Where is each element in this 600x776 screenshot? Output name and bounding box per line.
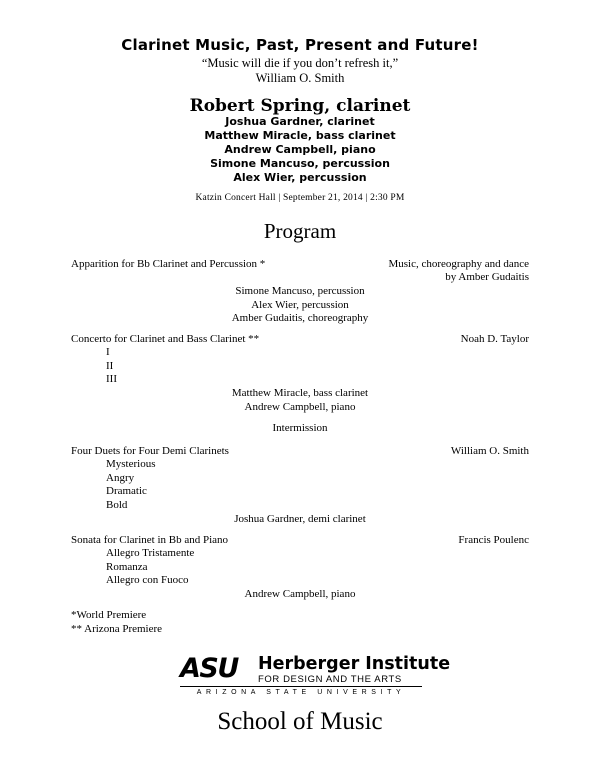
work-title: Sonata for Clarinet in Bb and Piano — [71, 534, 229, 546]
intermission: Intermission — [272, 422, 328, 434]
work-performers — [0, 588, 600, 602]
performer: Matthew Miracle, bass clarinet — [204, 129, 396, 142]
movement-list — [106, 458, 156, 512]
program-heading: Program — [263, 219, 337, 243]
performer: Simone Mancuso, percussion — [210, 157, 390, 170]
school-name: School of Music — [217, 708, 383, 735]
movement: II — [106, 359, 114, 372]
premiere-notes — [71, 609, 162, 636]
movement: Mysterious — [106, 458, 156, 470]
work-performer: Andrew Campbell, piano — [244, 400, 356, 413]
work-performer: Simone Mancuso, percussion — [235, 285, 365, 297]
work-title: Four Duets for Four Demi Clarinets — [71, 445, 229, 457]
movement-list — [106, 547, 194, 588]
epigraph-quote: “Music will die if you don’t refresh it,” — [201, 56, 399, 70]
lead-performer: Robert Spring, clarinet — [189, 96, 411, 116]
movement: I — [106, 346, 110, 358]
work-performer: Andrew Campbell, piano — [244, 588, 356, 600]
performer: Alex Wier, percussion — [233, 171, 367, 184]
movement: Romanza — [106, 560, 148, 573]
movement: Allegro Tristamente — [106, 547, 195, 559]
work-composer: Francis Poulenc — [458, 534, 529, 546]
work-title: Apparition for Bb Clarinet and Percussion * — [71, 258, 266, 270]
asu-logo-mark: ASU — [180, 653, 238, 684]
performer: Joshua Gardner, clarinet — [225, 115, 375, 128]
logo-divider — [180, 686, 422, 687]
movement-list — [106, 346, 117, 387]
logo-university-name: ARIZONA STATE UNIVERSITY — [196, 689, 406, 696]
work-performers — [0, 285, 600, 326]
work-composer: Music, choreography and dance — [388, 258, 529, 270]
venue-date-time: Katzin Concert Hall | September 21, 2014 | 2:30 PM — [195, 193, 405, 203]
herberger-institute-logo — [180, 653, 451, 699]
work-performer: Matthew Miracle, bass clarinet — [231, 387, 369, 399]
work-performer: Joshua Gardner, demi clarinet — [234, 513, 366, 525]
logo-institute-subtitle: FOR DESIGN AND THE ARTS — [258, 674, 402, 685]
movement: Dramatic — [106, 485, 147, 497]
epigraph-author: William O. Smith — [255, 71, 345, 85]
work-performers — [0, 513, 600, 527]
performer-list — [0, 115, 600, 185]
work-composer: Noah D. Taylor — [460, 333, 529, 345]
movement: Bold — [106, 498, 128, 511]
logo-institute-name: Herberger Institute — [258, 654, 451, 674]
work-composer-line2: by Amber Gudaitis — [445, 271, 529, 283]
work-title: Concerto for Clarinet and Bass Clarinet ** — [71, 333, 260, 345]
movement: Angry — [106, 471, 135, 484]
movement: Allegro con Fuoco — [106, 574, 189, 586]
work-performers — [0, 387, 600, 414]
concert-title: Clarinet Music, Past, Present and Future! — [121, 36, 479, 54]
work-performer: Alex Wier, percussion — [251, 298, 349, 311]
note-world-premiere: *World Premiere — [71, 609, 147, 621]
performer: Andrew Campbell, piano — [224, 143, 376, 156]
epigraph — [0, 56, 600, 86]
note-arizona-premiere: ** Arizona Premiere — [71, 622, 163, 635]
work-composer: William O. Smith — [450, 445, 529, 457]
movement: III — [106, 373, 117, 385]
work-performer: Amber Gudaitis, choreography — [231, 312, 369, 324]
